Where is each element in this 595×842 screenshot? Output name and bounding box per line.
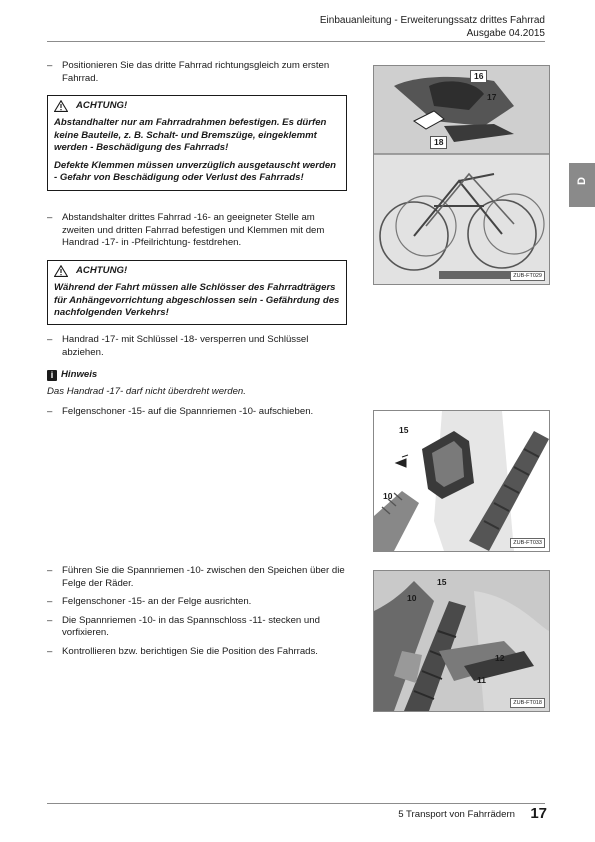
figure-code: ZUB-FT029 — [510, 271, 545, 281]
header-divider — [47, 41, 545, 42]
document-edition: Ausgabe 04.2015 — [466, 28, 545, 39]
callout-label: 11 — [477, 675, 486, 685]
callout-label: 17 — [487, 92, 497, 102]
chapter-tab: D — [569, 163, 595, 207]
footer-section: 5 Transport von Fahrrädern — [398, 809, 515, 820]
figure-spacer-mounting — [373, 65, 550, 285]
callout-label: 15 — [399, 425, 409, 435]
figure-strap-wheel — [373, 570, 550, 712]
figure-code: ZUB-FT018 — [510, 698, 545, 708]
hint-text: Das Handrad -17- darf nicht überdreht werden. — [47, 385, 246, 397]
callout-label: 15 — [437, 577, 447, 587]
page-header — [320, 14, 545, 40]
footer-divider — [47, 803, 545, 804]
callout-label: 12 — [495, 653, 505, 663]
step-rim-protector: – Felgenschoner -15- auf die Spannriemen -10- aufschieben. — [47, 406, 314, 417]
steps-strap: – Führen Sie die Spannriemen -10- zwischen den Speichen über die Felge der Räder. – Felgenschoner -15- an der Felge ausrichten. – Die Spannriemen -10- in das Spannschloss -11- stecken und vorfixieren. – Kontrollieren bzw. berichtigen Sie die Position des Fahrrads. — [47, 565, 345, 657]
callout-label: 18 — [430, 136, 447, 149]
warning-triangle-icon — [54, 265, 68, 277]
hint-label: Hinweis — [61, 369, 98, 380]
warning-text: Abstandhalter nur am Fahrradrahmen befestigen. Es dürfen keine Bauteile, z. B. Schalt- und Bremszüge, eingeklemmt werden - Beschädigung des Fahrrads! — [54, 117, 327, 153]
callout-label: 10 — [383, 491, 393, 501]
step-lock-handwheel: – Handrad -17- mit Schlüssel -18- versperren und Schlüssel abziehen. — [47, 334, 309, 358]
warning-text: Defekte Klemmen müssen unverzüglich ausgetauscht werden - Gefahr von Beschädigung oder Verlust des Fahrrads! — [54, 160, 337, 184]
step-position-third-bike: – Positionieren Sie das dritte Fahrrad richtungsgleich zum ersten Fahrrad. — [47, 60, 330, 84]
figure-code: ZUB-FT033 — [510, 538, 545, 548]
warning-label: ACHTUNG! — [76, 265, 128, 276]
callout-label: 16 — [470, 70, 487, 83]
document-title: Einbauanleitung - Erweiterungssatz drittes Fahrrad — [319, 15, 545, 26]
hint-block — [47, 369, 347, 398]
bike-carrier-illustration — [374, 66, 549, 284]
step-spacer: – Abstandshalter drittes Fahrrad -16- an geeigneter Stelle am zweiten und dritten Fahrrad befestigen und Klemmen mit dem Handrad -17- in -Pfeilrichtung- festdrehen. — [47, 212, 325, 248]
warning-text: Während der Fahrt müssen alle Schlösser des Fahrradträgers für Anhängevorrichtung abgeschlossen sein - Gefährdung des nachfolgenden Verkehrs! — [54, 282, 340, 318]
warning-box-frame — [47, 95, 347, 191]
page-number: 17 — [530, 805, 547, 822]
warning-label: ACHTUNG! — [76, 100, 128, 111]
strap-wheel-illustration — [374, 571, 549, 711]
callout-label: 10 — [407, 593, 417, 603]
warning-triangle-icon — [54, 100, 68, 112]
figure-rim-protector — [373, 410, 550, 552]
warning-box-locks — [47, 260, 347, 325]
info-icon: i — [47, 370, 57, 381]
